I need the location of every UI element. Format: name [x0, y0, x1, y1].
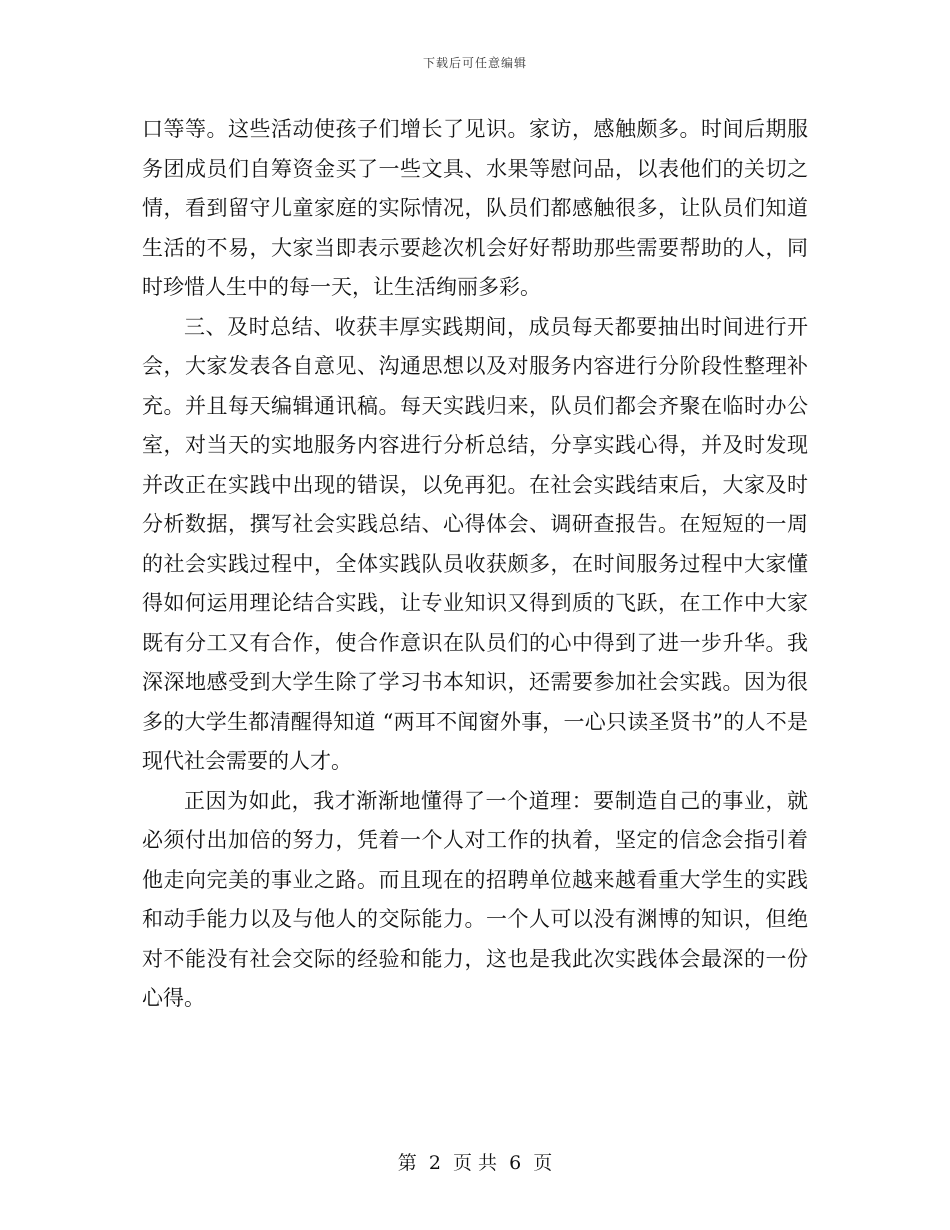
- paragraph-1: 口等等。这些活动使孩子们增长了见识。家访，感触颇多。时间后期服务团成员们自筹资金买了一些文具、水果等慰问品，以表他们的关切之情，看到留守儿童家庭的实际情况，队员们都感触很多，让队员们知道生活的不易，大家当即表示要趁次机会好好帮助那些需要帮助的人，同时珍惜人生中的每一天，让生活绚丽多彩。: [142, 117, 808, 299]
- paragraph-3: 正因为如此，我才渐渐地懂得了一个道理：要制造自己的事业，就必须付出加倍的努力，凭着一个人对工作的执着，坚定的信念会指引着他走向完美的事业之路。而且现在的招聘单位越来越看重大学生的实践和动手能力以及与他人的交际能力。一个人可以没有渊博的知识，但绝对不能没有社会交际的经验和能力，这也是我此次实践体会最深的一份心得。: [142, 788, 808, 1010]
- header-note: 下载后可任意编辑: [422, 56, 527, 70]
- footer-prefix: 第: [397, 1152, 417, 1174]
- page-number: 2: [428, 1152, 441, 1174]
- footer-middle: 页 共: [452, 1152, 498, 1174]
- page-total: 6: [509, 1152, 522, 1174]
- document-body: [142, 110, 808, 1019]
- footer-suffix: 页: [533, 1152, 553, 1174]
- page-footer: [0, 1148, 950, 1175]
- paragraph-2: 三、及时总结、收获丰厚实践期间，成员每天都要抽出时间进行开会，大家发表各自意见、沟通思想以及对服务内容进行分阶段性整理补充。并且每天编辑通讯稿。每天实践归来，队员们都会齐聚在临时办公室，对当天的实地服务内容进行分析总结，分享实践心得，并及时发现并改正在实践中出现的错误，以免再犯。在社会实践结束后，大家及时分析数据，撰写社会实践总结、心得体会、调研查报告。在短短的一周的社会实践过程中，全体实践队员收获颇多，在时间服务过程中大家懂得如何运用理论结合实践，让专业知识又得到质的飞跃，在工作中大家既有分工又有合作，使合作意识在队员们的心中得到了进一步升华。我深深地感受到大学生除了学习书本知识，还需要参加社会实践。因为很多的大学生都清醒得知道 “两耳不闻窗外事，一心只读圣贤书”的人不是现代社会需要的人才。: [142, 314, 808, 773]
